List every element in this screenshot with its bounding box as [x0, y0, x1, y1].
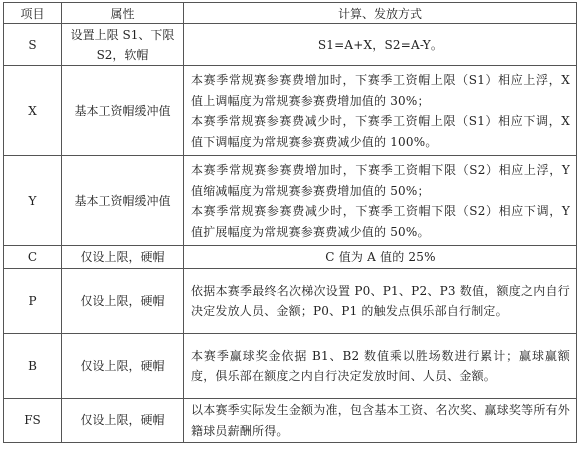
cell-method — [184, 268, 577, 333]
table-row-y — [4, 156, 577, 246]
table-row-b — [4, 333, 577, 398]
salary-cap-table — [3, 2, 577, 443]
table-row-s — [4, 24, 577, 66]
cell-attribute: 基本工资帽缓冲值 — [62, 156, 184, 246]
cell-attribute: 仅设上限，硬帽 — [62, 268, 184, 333]
method-text: 本赛季常规赛参赛费减少时，下赛季工资帽上限（S1）相应下调，X 值下调幅度为常规赛参赛费减少值的 100%。 — [191, 114, 570, 149]
cell-attribute: 设置上限 S1、下限 S2，软帽 — [62, 24, 184, 66]
cell-method — [184, 24, 577, 66]
header-item: 项目 — [4, 3, 62, 24]
table-row-c — [4, 246, 577, 269]
method-text: 依据本赛季最终名次梯次设置 P0、P1、P2、P3 数值，额度之内自行决定发放人员、金额；P0、P1 的触发点俱乐部自行制定。 — [191, 283, 570, 318]
cell-method — [184, 66, 577, 156]
cell-item: P — [4, 268, 62, 333]
cell-attribute: 仅设上限，硬帽 — [62, 398, 184, 442]
cell-attribute: 基本工资帽缓冲值 — [62, 66, 184, 156]
cell-item: Y — [4, 156, 62, 246]
cell-item: X — [4, 66, 62, 156]
table-row-p — [4, 268, 577, 333]
cell-method — [184, 333, 577, 398]
header-attribute: 属性 — [62, 3, 184, 24]
method-text: 本赛季常规赛参赛费增加时，下赛季工资帽下限（S2）相应上浮，Y 值缩减幅度为常规赛参赛费增加值的 50%； — [191, 163, 570, 198]
method-text: 本赛季常规赛参赛费增加时，下赛季工资帽上限（S1）相应上浮，X 值上调幅度为常规赛参赛费增加值的 30%； — [191, 73, 570, 108]
header-method: 计算、发放方式 — [184, 3, 577, 24]
method-text: S1=A+X，S2=A-Y。 — [317, 37, 444, 52]
cell-item: C — [4, 246, 62, 269]
cell-item: B — [4, 333, 62, 398]
cell-method — [184, 156, 577, 246]
cell-method — [184, 398, 577, 442]
method-text: 以本赛季实际发生金额为准，包含基本工资、名次奖、赢球奖等所有外籍球员薪酬所得。 — [191, 403, 570, 438]
method-text: C 值为 A 值的 25% — [325, 250, 436, 264]
table-row-fs — [4, 398, 577, 442]
cell-attribute: 仅设上限，硬帽 — [62, 246, 184, 269]
cell-attribute: 仅设上限，硬帽 — [62, 333, 184, 398]
cell-item: FS — [4, 398, 62, 442]
header-row — [4, 3, 577, 24]
table-row-x — [4, 66, 577, 156]
cell-method — [184, 246, 577, 269]
method-text: 本赛季常规赛参赛费减少时，下赛季工资帽下限（S2）相应下调，Y 值扩展幅度为常规赛参赛费减少值的 50%。 — [191, 204, 570, 239]
method-text: 本赛季赢球奖金依据 B1、B2 数值乘以胜场数进行累计；赢球赢额度，俱乐部在额度之内自行决定发放时间、人员、金额。 — [191, 348, 570, 383]
cell-item: S — [4, 24, 62, 66]
